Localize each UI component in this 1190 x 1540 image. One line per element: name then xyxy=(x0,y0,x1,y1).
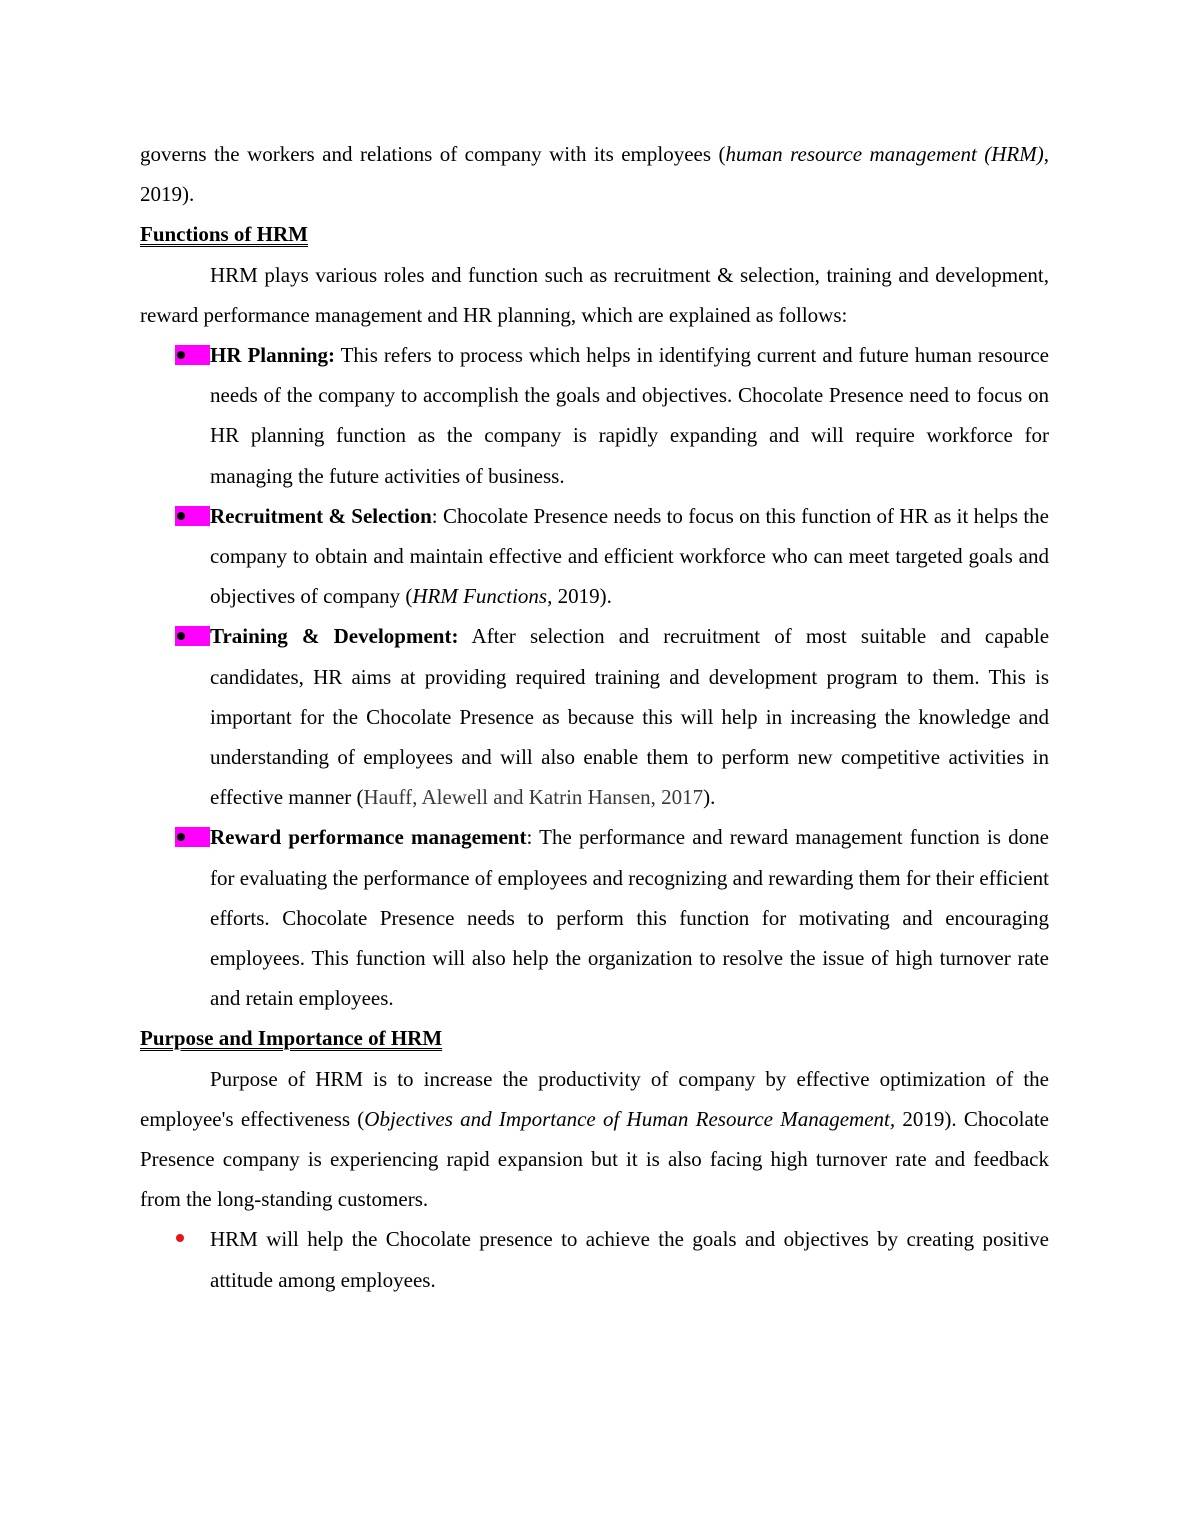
item-title: HR Planning: xyxy=(210,343,335,368)
purpose-text: Purpose of HRM is to increase the productivity of company by effective optimization of the employee's effectiveness ( xyxy=(140,1066,1049,1131)
bullet-icon xyxy=(175,506,210,526)
item-title: Recruitment & Selection xyxy=(210,503,432,528)
intro-text: governs the workers and relations of company with its employees ( xyxy=(140,142,726,166)
item-text: : The performance and reward management function is done for evaluating the performance of employees and recognizing and rewarding them for their efficient efforts. Chocolate Presence needs to perform this function for motivating and encouraging employees. This function will also help the organization to resolve the issue of high turnover rate and retain employees. xyxy=(210,825,1049,1011)
item-text: : Chocolate Presence needs to focus on this function of HR as it helps the company to obtain and maintain effective and efficient workforce who can meet targeted goals and objectives of company ( xyxy=(210,503,1049,609)
item-text: HRM will help the Chocolate presence to achieve the goals and objectives by creating positive attitude among employees. xyxy=(210,1227,1049,1292)
item-citation-end: 2019). xyxy=(552,584,612,609)
functions-intro: HRM plays various roles and function such as recruitment & selection, training and development, reward performance management and HR planning, which are explained as follows: xyxy=(140,262,1049,327)
red-bullet-icon xyxy=(176,1234,184,1242)
importance-list xyxy=(140,1219,1049,1299)
document-page xyxy=(140,134,1049,1300)
purpose-heading: Purpose and Importance of HRM xyxy=(140,1026,443,1051)
intro-citation: human resource management (HRM) xyxy=(725,142,1044,166)
list-item xyxy=(140,1219,1049,1299)
item-citation-end: ). xyxy=(703,785,716,810)
list-item xyxy=(140,817,1049,1018)
purpose-text-end: 2019). Chocolate Presence company is experiencing rapid expansion but it is also facing high turnover rate and feedback from the long-standing customers. xyxy=(140,1106,1049,1212)
item-title: Reward performance management xyxy=(210,825,527,850)
bullet-icon xyxy=(175,827,210,847)
purpose-paragraph xyxy=(140,1059,1049,1220)
functions-heading: Functions of HRM xyxy=(140,222,308,247)
intro-text-end: , 2019). xyxy=(140,142,1049,207)
item-citation: HRM Functions, xyxy=(412,584,553,609)
list-item xyxy=(140,496,1049,617)
list-item xyxy=(140,616,1049,817)
list-item xyxy=(140,335,1049,496)
item-title: Training & Development: xyxy=(210,624,459,649)
item-text: After selection and recruitment of most suitable and capable candidates, HR aims at providing required training and development program to them. This is important for the Chocolate Presence as because this will help in increasing the knowledge and understanding of employees and will also enable them to perform new competitive activities in effective manner ( xyxy=(210,624,1050,810)
item-text: This refers to process which helps in identifying current and future human resource needs of the company to accomplish the goals and objectives. Chocolate Presence need to focus on HR planning function as the company is rapidly expanding and will require workforce for managing the future activities of business. xyxy=(210,343,1049,488)
purpose-citation: Objectives and Importance of Human Resource Management, xyxy=(364,1106,896,1131)
bullet-icon xyxy=(175,345,210,365)
functions-list xyxy=(140,335,1049,1018)
item-citation: Hauff, Alewell and Katrin Hansen, 2017 xyxy=(363,785,704,810)
bullet-icon xyxy=(175,626,210,646)
intro-paragraph xyxy=(140,134,1049,214)
